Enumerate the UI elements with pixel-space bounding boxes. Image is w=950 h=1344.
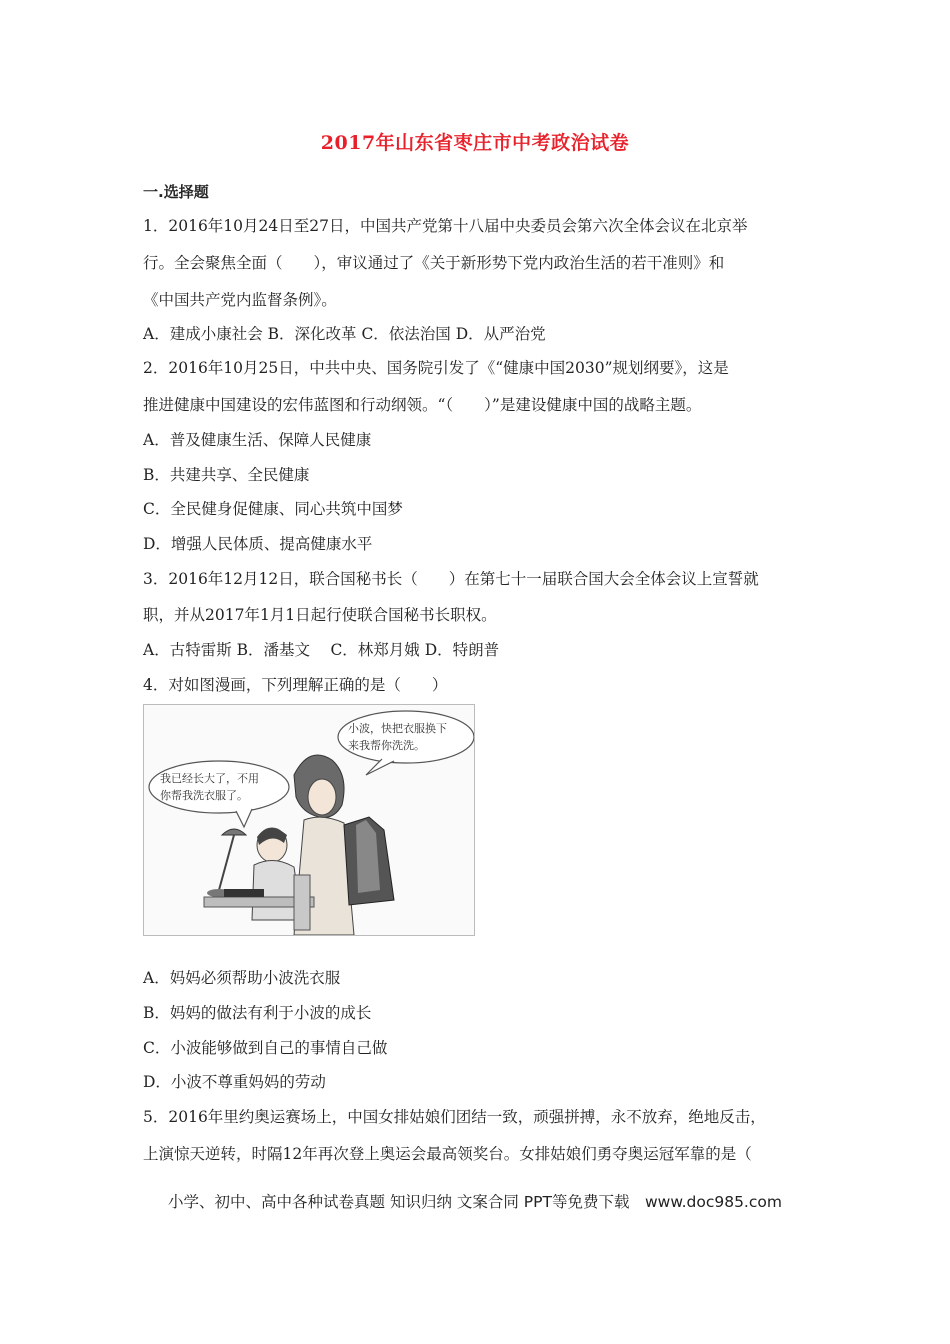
q5-line-1: 5．2016年里约奥运赛场上，中国女排姑娘们团结一致，顽强拼搏，永不放弃，绝地反击， (143, 1108, 766, 1126)
q2-line-2: 推进健康中国建设的宏伟蓝图和行动纲领。“（ ）”是建设健康中国的战略主题。 (143, 396, 702, 414)
desk-lamp-icon (207, 829, 246, 897)
q3-line-1: 3．2016年12月12日，联合国秘书长（ ）在第七十一届联合国大会全体会议上宣誓就 (143, 570, 759, 588)
q4-option-b: B．妈妈的做法有利于小波的成长 (143, 1004, 372, 1022)
q3-line-2: 职，并从2017年1月1日起行使联合国秘书长职权。 (143, 606, 497, 624)
q2-option-d: D．增强人民体质、提高健康水平 (143, 535, 373, 553)
q2-option-c: C．全民健身促健康、同心共筑中国梦 (143, 500, 403, 518)
mom-bubble-line-2: 来我帮你洗洗。 (348, 739, 425, 752)
chair (294, 875, 310, 930)
cartoon-illustration (144, 705, 474, 935)
section-heading: 一.选择题 (143, 183, 209, 201)
boy-bubble-line-2: 你帮我洗衣服了。 (160, 789, 248, 802)
clothes-icon (344, 817, 394, 905)
q2-line-1: 2．2016年10月25日，中共中央、国务院引发了《“健康中国2030”规划纲要》，这是 (143, 359, 729, 377)
boy-bubble-line-1: 我已经长大了，不用 (160, 772, 259, 785)
q4-stem: 4．对如图漫画，下列理解正确的是（ ） (143, 676, 448, 694)
q4-option-a: A．妈妈必须帮助小波洗衣服 (143, 969, 341, 987)
q2-option-b: B．共建共享、全民健康 (143, 466, 310, 484)
mom-speech-bubble (338, 711, 474, 763)
q3-options: A．古特雷斯 B．潘基文 C．林郑月娥 D．特朗普 (143, 641, 500, 659)
page-footer: 小学、初中、高中各种试卷真题 知识归纳 文案合同 PPT等免费下载 www.doc985.com (168, 1193, 782, 1211)
q5-line-2: 上演惊天逆转，时隔12年再次登上奥运会最高领奖台。女排姑娘们勇夺奥运冠军靠的是（ (143, 1145, 752, 1163)
q4-option-d: D．小波不尊重妈妈的劳动 (143, 1073, 326, 1091)
boy-speech-bubble (149, 761, 289, 813)
q1-line-2: 行。全会聚焦全面（ ），审议通过了《关于新形势下党内政治生活的若干准则》和 (143, 254, 725, 272)
q4-option-c: C．小波能够做到自己的事情自己做 (143, 1039, 388, 1057)
cartoon-image (143, 704, 475, 936)
q1-line-3: 《中国共产党内监督条例》。 (143, 291, 337, 309)
q2-option-a: A．普及健康生活、保障人民健康 (143, 431, 372, 449)
mom-bubble-line-1: 小波，快把衣服换下 (348, 722, 447, 735)
q1-options: A．建成小康社会 B．深化改革 C．依法治国 D．从严治党 (143, 325, 546, 343)
exam-title: 2017年山东省枣庄市中考政治试卷 (320, 132, 630, 154)
q1-line-1: 1．2016年10月24日至27日，中国共产党第十八届中央委员会第六次全体会议在北京举 (143, 217, 748, 235)
